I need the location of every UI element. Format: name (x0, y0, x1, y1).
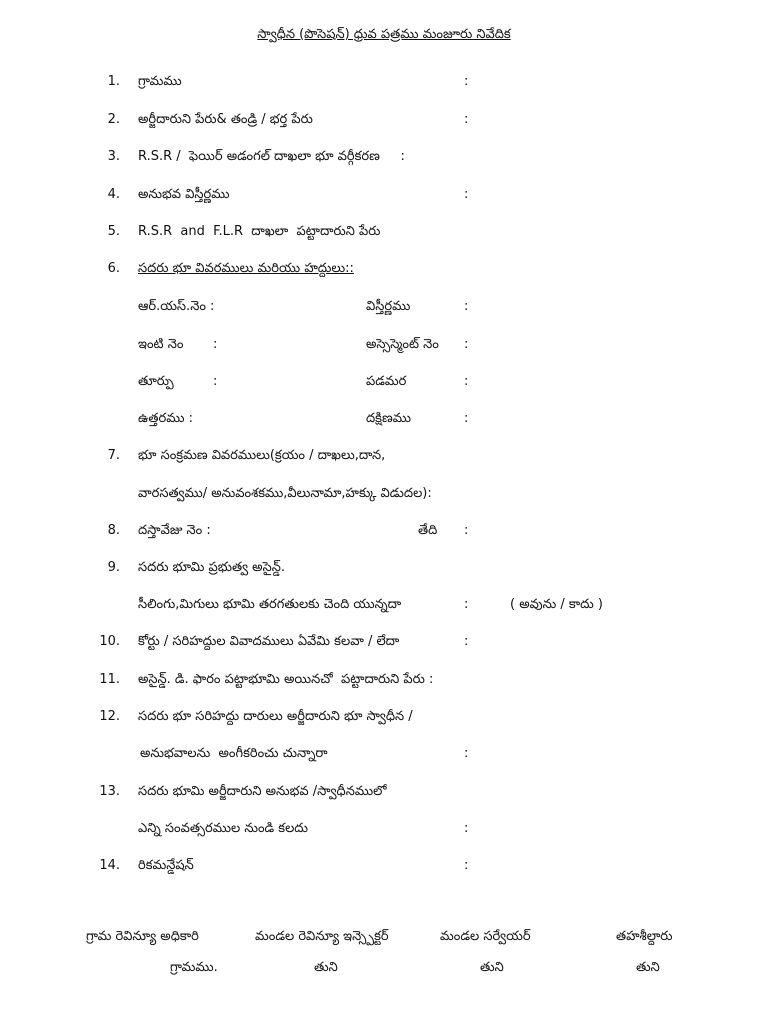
item-number: 4. (107, 187, 120, 202)
item-number: 12. (99, 709, 120, 724)
item-colon: : (464, 858, 469, 873)
signature-mri-place: తుని (314, 960, 338, 975)
item-label-pattadar: R.S.R and F.L.R దాఖలా పట్టాదారుని పేరు (138, 224, 381, 239)
signature-surveyor-place: తుని (480, 960, 504, 975)
item-number: 11. (99, 672, 120, 687)
boundary-south: దక్షిణము (366, 411, 411, 426)
item-number: 14. (99, 858, 120, 873)
item-colon: : (464, 74, 469, 89)
item-colon: : (464, 411, 469, 426)
boundary-assessment-no: అస్సెస్మెంట్ నెం (366, 337, 439, 352)
item-label-document-no: దస్తావేజు నెం : (138, 523, 211, 538)
signature-surveyor: మండల సర్వేయర్ (440, 929, 531, 944)
item-number: 2. (107, 112, 120, 127)
item-label-dform: అసైన్డ్. డి. ఫారం పట్టాభూమి అయినచో పట్టాదారుని పేరు : (138, 672, 434, 687)
item-label-neighbours: సదరు భూ సరిహద్దు దారులు అర్జీదారుని భూ స్వాధీన / (138, 709, 413, 724)
signature-vro-place: గ్రామము. (170, 960, 218, 975)
item-colon: : (213, 374, 218, 389)
item-label-extent: అనుభవ విస్తీర్ణము (138, 187, 230, 202)
item-label-recommendation: రికమన్డేషన్ (138, 858, 194, 873)
item-number: 6. (107, 261, 120, 276)
item-colon: : (464, 523, 469, 538)
item-label-transfer-cont: వారసత్వము/ అనువంశకము,వీలునామా,హక్కు విడుదల): (138, 486, 432, 501)
item-label-ceiling: సీలింగు,మిగులు భూమి తరగతులకు చెంది యున్నదా (138, 597, 402, 612)
boundary-east: తూర్పు (138, 374, 174, 389)
item-label-date: తేది (418, 523, 438, 538)
signature-tahsildar-place: తుని (636, 960, 660, 975)
boundary-west: పడమర (366, 374, 407, 389)
item-label-transfer: భూ సంక్రమణ వివరములు(క్రయం / దాఖలు,దాన, (138, 448, 386, 463)
item-colon: : (213, 337, 218, 352)
item-label-boundaries: సదరు భూ వివరములు మరియు హద్దులు:: (138, 261, 354, 276)
boundary-house-no: ఇంటి నెం (138, 337, 184, 352)
item-label-neighbours-cont: అనుభవాలను అంగీకరించు చున్నారా (140, 746, 328, 761)
item-number: 8. (107, 523, 120, 538)
boundary-rs-no: ఆర్.యస్.నెం : (138, 299, 215, 314)
item-colon: : (464, 634, 469, 649)
item-label-village: గ్రామము (138, 74, 182, 89)
item-colon: : (464, 112, 469, 127)
item-number: 3. (107, 149, 120, 164)
item-colon: : (464, 746, 469, 761)
item-colon: : (464, 597, 469, 612)
signature-tahsildar: తహశీల్దారు (616, 929, 673, 944)
item-number: 7. (107, 448, 120, 463)
page-title: స్వాధీన (పొసెషన్) ధ్రువ పత్రము మంజూరు నివేదిక (257, 27, 511, 42)
item-label-disputes: కోర్టు / సరిహద్దుల వివాదములు ఏవేమి కలవా / లేదా (138, 634, 400, 649)
boundary-north: ఉత్తరము : (138, 411, 193, 426)
boundary-extent: విస్తీర్ణము (366, 299, 411, 314)
item-colon: : (464, 821, 469, 836)
signature-mri: మండల రెవిన్యూ ఇన్స్పెక్టర్ (255, 929, 389, 944)
signature-vro: గ్రామ రెవిన్యూ అధికారి (86, 929, 199, 944)
item-label-classification: R.S.R / ఫెయిర్ అడంగల్ దాఖలా భూ వర్గీకరణ : (138, 149, 405, 164)
item-number: 1. (107, 74, 120, 89)
item-number: 13. (99, 784, 120, 799)
item-label-assigned: సదరు భూమి ప్రభుత్వ అసైన్డ్. (138, 560, 285, 575)
item-label-possession: సదరు భూమి అర్జీదారుని అనుభవ /స్వాధీనములో (138, 784, 387, 799)
item-colon: : (464, 337, 469, 352)
item-colon: : (464, 187, 469, 202)
item-colon: : (464, 299, 469, 314)
yes-no-options: ( అవును / కాదు ) (510, 597, 603, 612)
item-label-applicant: అర్జీదారుని పేరు& తండ్రి / భర్త పేరు (138, 112, 313, 127)
item-colon: : (464, 374, 469, 389)
item-label-years: ఎన్ని సంవత్సరముల నుండి కలదు (138, 821, 308, 836)
item-number: 5. (107, 224, 120, 239)
item-number: 9. (107, 560, 120, 575)
item-number: 10. (99, 634, 120, 649)
